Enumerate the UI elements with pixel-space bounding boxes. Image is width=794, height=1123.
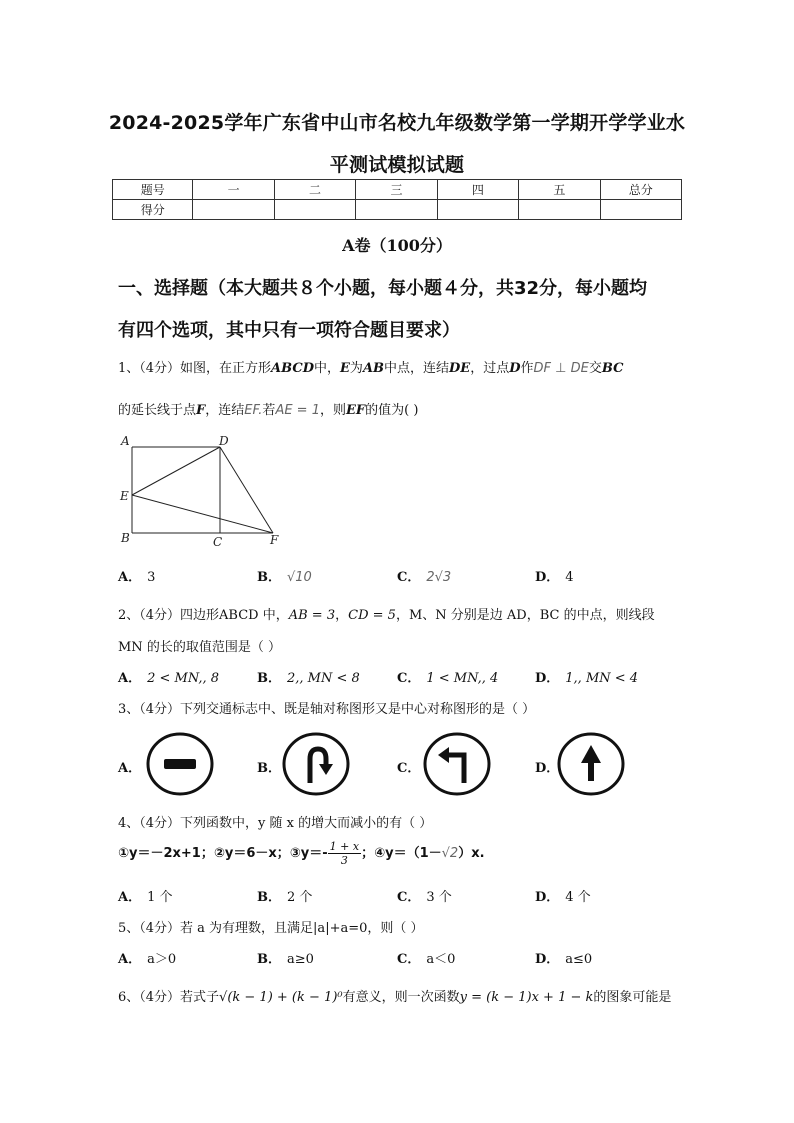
q1-text: ，过点: [470, 361, 510, 376]
q5-option-a[interactable]: [118, 948, 176, 967]
segment-ed: [132, 447, 220, 495]
u-turn-sign-icon[interactable]: [281, 731, 351, 797]
option-value: 4 个: [565, 890, 591, 905]
score-cell: 一: [193, 180, 274, 200]
option-value: 1 < MN,, 4: [426, 671, 499, 686]
q1-option-c[interactable]: [397, 566, 451, 585]
option-label: D．: [535, 671, 560, 686]
q1-var: AB: [362, 361, 385, 376]
q2-line2: MN 的长的取值范围是（ ）: [118, 640, 281, 655]
q1-formula: AE = 1: [275, 403, 320, 418]
score-blank-cell[interactable]: [274, 200, 355, 220]
option-label: A．: [118, 570, 142, 585]
q2-text: ，: [335, 608, 349, 623]
point-label-c: C: [213, 535, 223, 549]
q1-text: 的延长线于点: [118, 403, 197, 418]
point-label-d: D: [219, 434, 229, 448]
score-cell: 四: [437, 180, 518, 200]
option-value: 2√3: [426, 570, 452, 585]
q2-text: 2、（4分）四边形ABCD 中，: [118, 608, 289, 623]
score-cell: 三: [356, 180, 437, 200]
option-label: A．: [118, 890, 142, 905]
option-value: a≤0: [565, 952, 593, 967]
option-value: 2 个: [287, 890, 313, 905]
q3-text: 3、（4分）下列交通标志中、既是轴对称图形又是中心对称图形的是（ ）: [118, 702, 536, 717]
q1-option-d[interactable]: [535, 566, 574, 585]
option-label: D．: [535, 570, 560, 585]
q1-formula: DF ⊥ DE: [533, 361, 589, 376]
q6-expression: √(k − 1) + (k − 1)⁰: [219, 990, 343, 1005]
q4-function-1: ①y＝－2x+1；: [118, 846, 214, 861]
q4-option-d[interactable]: [535, 886, 591, 905]
q4-function-4-end: ）x.: [458, 846, 485, 861]
q1-text: ，则: [319, 403, 346, 418]
volume-heading: A卷（100分）: [342, 236, 452, 255]
option-label: B．: [257, 952, 281, 967]
q2-option-a[interactable]: [118, 667, 219, 686]
turn-left-sign-icon[interactable]: [422, 731, 492, 797]
option-label: D．: [535, 952, 560, 967]
q1-var: D: [509, 361, 521, 376]
option-label: A．: [118, 671, 142, 686]
point-label-a: A: [121, 434, 130, 448]
option-value: √10: [287, 570, 312, 585]
point-label-e: E: [120, 489, 129, 503]
option-value: 2,, MN < 8: [287, 671, 360, 686]
q5-text: 5、（4分）若 a 为有理数，且满足|a|+a=0，则（ ）: [118, 921, 424, 936]
q2-formula: CD = 5: [348, 608, 396, 623]
q1-text: 作: [520, 361, 534, 376]
q4-function-4: ④y＝（1－: [374, 846, 442, 861]
score-table-header-row: [113, 180, 682, 200]
q4-fraction-denominator: 3: [340, 854, 348, 867]
q5-option-c[interactable]: [397, 948, 455, 967]
q1-var: F: [196, 403, 206, 418]
option-label: C．: [397, 671, 421, 686]
segment-ef: [132, 495, 273, 533]
option-value: 1 个: [147, 890, 173, 905]
q4-fraction: [328, 840, 361, 867]
option-value: 1,, MN < 4: [565, 671, 639, 686]
score-blank-cell[interactable]: [193, 200, 274, 220]
exam-title-line2: 平测试模拟试题: [329, 154, 465, 176]
q5-option-d[interactable]: [535, 948, 592, 967]
score-blank-cell[interactable]: [519, 200, 600, 220]
q4-option-a[interactable]: [118, 886, 173, 905]
q1-option-a[interactable]: [118, 566, 155, 585]
score-table: [112, 179, 682, 220]
q1-line2: [118, 399, 418, 418]
q2-formula: AB = 3: [288, 608, 336, 623]
option-label: C．: [397, 570, 421, 585]
q1-var: E: [340, 361, 350, 376]
score-cell: 得分: [113, 200, 193, 220]
option-label: C．: [397, 952, 421, 967]
option-value: 4: [565, 570, 574, 585]
q1-var: ABCD: [271, 361, 314, 376]
option-value: a≥0: [287, 952, 314, 967]
straight-ahead-sign-icon[interactable]: [556, 731, 626, 797]
q3-option-d-label[interactable]: D．: [535, 761, 560, 776]
q4-text: 4、（4分）下列函数中，y 随 x 的增大而减小的有（ ）: [118, 816, 433, 831]
q1-text: 若: [262, 403, 276, 418]
q1-var: DE: [449, 361, 471, 376]
no-entry-sign-icon[interactable]: [145, 731, 215, 797]
q1-var: BC: [601, 361, 624, 376]
score-cell: 五: [519, 180, 600, 200]
section1-heading-line2: 有四个选项，其中只有一项符合题目要求）: [118, 320, 460, 341]
point-label-f: F: [270, 533, 279, 547]
option-label: B．: [257, 671, 281, 686]
q2-line1: [118, 604, 655, 623]
q3-option-c-label[interactable]: C．: [397, 761, 421, 776]
option-value: 2 < MN,, 8: [147, 671, 220, 686]
segment-df: [220, 447, 273, 533]
option-label: B．: [257, 570, 281, 585]
q1-option-b[interactable]: [257, 566, 312, 585]
q2-option-c[interactable]: [397, 667, 498, 686]
q5-option-b[interactable]: [257, 948, 314, 967]
q1-text: 中点，连结: [384, 361, 450, 376]
score-blank-cell[interactable]: [600, 200, 681, 220]
option-label: C．: [397, 890, 421, 905]
q4-function-2: ②y＝6－x；: [213, 846, 290, 861]
q1-geometry-figure: [115, 430, 295, 555]
option-value: a＞0: [147, 952, 177, 967]
q1-text: ，连结: [205, 403, 245, 418]
option-label: A．: [118, 952, 142, 967]
q4-functions-line: [118, 840, 485, 867]
q6-text: 6、（4分）若式子: [118, 990, 220, 1005]
point-label-b: B: [121, 531, 130, 545]
q1-text: 中，: [313, 361, 340, 376]
score-cell: 总分: [600, 180, 681, 200]
score-blank-cell[interactable]: [356, 200, 437, 220]
score-blank-cell[interactable]: [437, 200, 518, 220]
q6-line: [118, 986, 671, 1005]
q4-fraction-numerator: 1 + x: [329, 840, 360, 853]
q6-text: 的图象可能是: [593, 990, 672, 1005]
q1-text: 为: [349, 361, 363, 376]
q1-formula: EF.: [244, 403, 263, 418]
q2-option-d[interactable]: [535, 667, 638, 686]
q4-function-3-end: ；: [361, 846, 375, 861]
option-label: D．: [535, 890, 560, 905]
q1-text: 1、（4分）如图，在正方形: [118, 361, 272, 376]
section1-heading-line1: 一、选择题（本大题共８个小题，每小题４分，共32分，每小题均: [118, 278, 648, 299]
q4-function-3: ③y＝-: [289, 846, 328, 861]
option-value: a＜0: [426, 952, 456, 967]
answer-paren[interactable]: ( ): [404, 403, 419, 418]
q1-line1: [118, 357, 623, 376]
score-cell: 题号: [113, 180, 193, 200]
q4-option-b[interactable]: [257, 886, 312, 905]
q3-option-b-label[interactable]: B．: [257, 761, 281, 776]
option-value: 3: [147, 570, 156, 585]
exam-title-line1: 2024-2025学年广东省中山市名校九年级数学第一学期开学学业水: [108, 112, 686, 134]
q6-text: 有意义，则一次函数: [342, 990, 460, 1005]
q4-option-c[interactable]: [397, 886, 452, 905]
q1-var: EF: [346, 403, 366, 418]
option-label: B．: [257, 890, 281, 905]
option-value: 3 个: [426, 890, 452, 905]
score-table-score-row: [113, 200, 682, 220]
q2-option-b[interactable]: [257, 667, 360, 686]
q1-text: 交: [588, 361, 602, 376]
q3-option-a-label[interactable]: A．: [118, 761, 142, 776]
score-cell: 二: [274, 180, 355, 200]
q6-function: y = (k − 1)x + 1 − k: [459, 990, 594, 1005]
q1-text: 的值为: [365, 403, 405, 418]
q4-sqrt: √2: [441, 846, 459, 861]
q2-text: ，M、N 分别是边 AD，BC 的中点，则线段: [395, 608, 655, 623]
